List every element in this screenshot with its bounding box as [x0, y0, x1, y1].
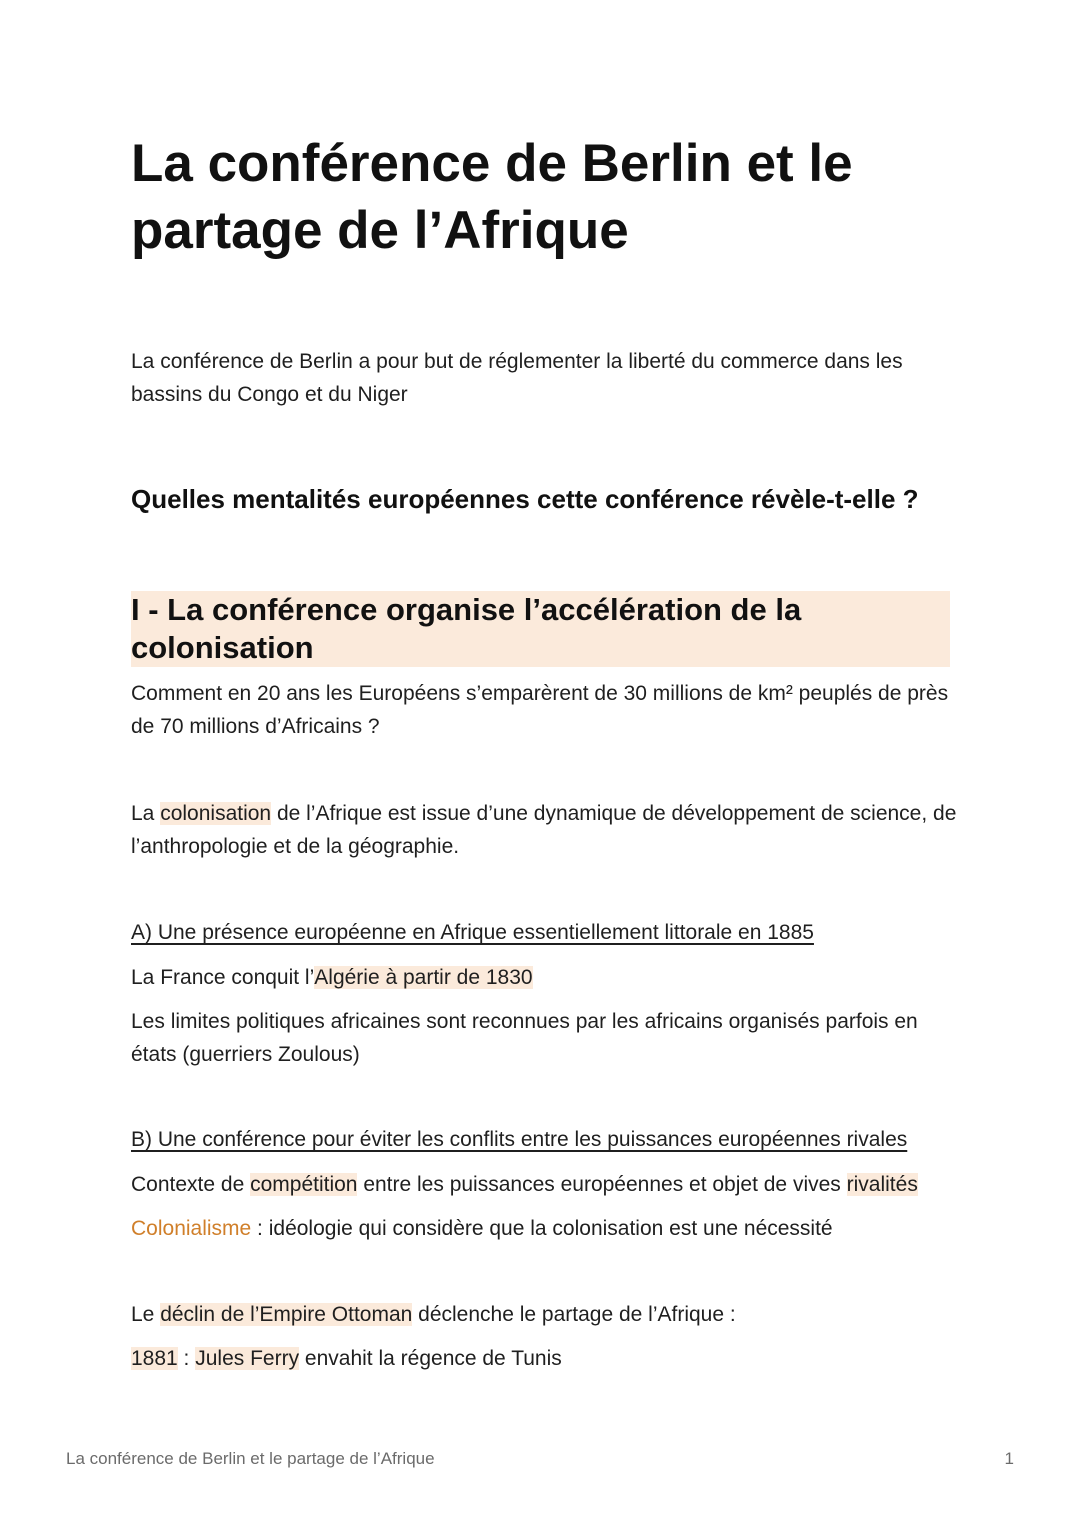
highlight-algeria: Algérie à partir de 1830: [314, 966, 533, 989]
page-title: La conférence de Berlin et le partage de l’Afrique: [131, 134, 853, 260]
political-limits-paragraph: Les limites politiques africaines sont reconnues par les africains organisés parfois en états (guerriers Zoulous): [131, 1010, 918, 1066]
highlight-colonisation: colonisation: [160, 802, 272, 825]
highlight-person: Jules Ferry: [195, 1347, 300, 1370]
highlight-competition: compétition: [250, 1173, 358, 1196]
highlight-ottoman-decline: déclin de l’Empire Ottoman: [160, 1303, 413, 1326]
term-colonialism: Colonialisme: [131, 1217, 252, 1240]
subheading-a: A) Une présence européenne en Afrique essentiellement littorale en 1885: [131, 921, 814, 944]
section-question: Comment en 20 ans les Européens s’emparèrent de 30 millions de km² peuplés de près de 70 millions d’Africains ?: [131, 682, 949, 738]
colonialism-definition: [131, 1212, 961, 1245]
subheading-b: B) Une conférence pour éviter les conflits entre les puissances européennes rivales: [131, 1128, 908, 1151]
highlight-rivalries: rivalités: [846, 1173, 918, 1196]
text-segment: : idéologie qui considère que la colonisation est une nécessité: [251, 1217, 833, 1240]
section-heading-1: I - La conférence organise l’accélération de la colonisation: [131, 591, 950, 667]
footer-page-number: 1: [1004, 1449, 1014, 1468]
text-segment: Contexte de: [131, 1173, 251, 1196]
text-segment: Le: [131, 1303, 161, 1326]
decline-line: [131, 1298, 961, 1331]
text-segment: :: [177, 1347, 196, 1370]
text-segment: entre les puissances européennes et objet de vives: [357, 1173, 847, 1196]
context-line: [131, 1168, 961, 1201]
algeria-line: [131, 961, 961, 994]
text-segment: envahit la régence de Tunis: [299, 1347, 562, 1370]
intro-paragraph: La conférence de Berlin a pour but de réglementer la liberté du commerce dans les bassins du Congo et du Niger: [131, 350, 903, 406]
problem-question: Quelles mentalités européennes cette conférence révèle-t-elle ?: [131, 484, 919, 514]
highlight-year: 1881: [131, 1347, 178, 1370]
text-segment: de l’Afrique est issue d’une dynamique de développement de science, de l’anthropologie et de la géographie.: [131, 802, 957, 858]
footer-document-title: La conférence de Berlin et le partage de l’Afrique: [66, 1449, 435, 1468]
text-segment: La France conquit l’: [131, 966, 315, 989]
colonisation-paragraph: [131, 797, 961, 863]
event-line: [131, 1342, 961, 1375]
text-segment: La: [131, 802, 161, 825]
text-segment: déclenche le partage de l’Afrique :: [412, 1303, 736, 1326]
